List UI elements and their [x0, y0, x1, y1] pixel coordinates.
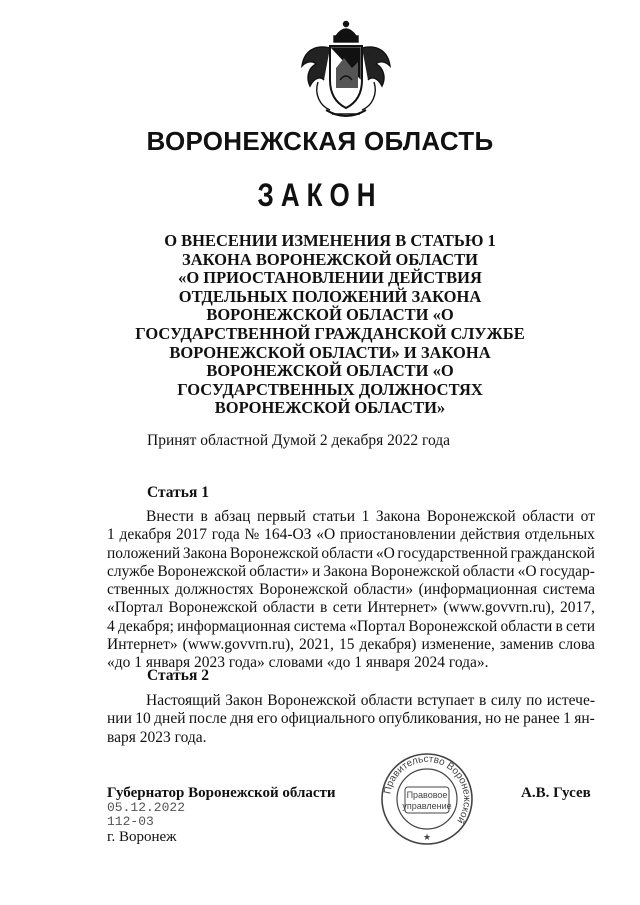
- text-line: Интернет» (www.govvrn.ru), 2021, 15 декабря) изменение, заменив слова: [107, 636, 595, 654]
- text-line: 1 декабря 2017 года № 164-ОЗ «О приостановлении действия отдельных: [107, 526, 595, 544]
- law-title: [100, 232, 560, 418]
- text-line: 4 декабря; информационная система «Портал Воронежской области в сети: [107, 617, 595, 635]
- stamp-inner-text-2: управление: [402, 801, 452, 811]
- article-2-text: [107, 692, 595, 747]
- law-title-line: ГОСУДАРСТВЕННЫХ ДОЛЖНОСТЯХ: [177, 379, 483, 399]
- text-line: службе Воронежской области» и Закона Воронежской области «О государ-: [107, 562, 595, 580]
- signing-date: 05.12.2022: [107, 800, 186, 815]
- stamp-inner-text-1: Правовое: [406, 790, 448, 800]
- article-2-heading: Статья 2: [147, 667, 209, 684]
- text-line: «до 1 января 2023 года» словами «до 1 января 2024 года».: [107, 654, 489, 672]
- document-type-heading: ЗАКОН: [257, 176, 383, 214]
- text-line: варя 2023 года.: [107, 728, 207, 746]
- stamp-outer-text: Правительство Воронежской: [382, 753, 473, 826]
- text-line: «Портал Воронежской области в сети Интернет» (www.govvrn.ru), 2017,: [107, 599, 595, 617]
- law-title-line: ВОРОНЕЖСКОЙ ОБЛАСТИ»: [214, 398, 446, 418]
- law-title-line: ВОРОНЕЖСКОЙ ОБЛАСТИ» И ЗАКОНА: [169, 342, 491, 362]
- coat-of-arms-icon: [296, 18, 396, 124]
- signer-position: Губернатор Воронежской области: [107, 785, 336, 801]
- article-1-text: [107, 508, 595, 673]
- adoption-note: Принят областной Думой 2 декабря 2022 года: [147, 432, 451, 449]
- text-line: положений Закона Воронежской области «О государственной гражданской: [107, 544, 595, 562]
- law-number: 112-03: [107, 814, 154, 829]
- text-line: нии 10 дней после дня его официального опубликования, но не ранее 1 ян-: [107, 710, 595, 728]
- law-title-line: О ВНЕСЕНИИ ИЗМЕНЕНИЯ В СТАТЬЮ 1: [164, 231, 496, 250]
- text-line: Внести в абзац первый статьи 1 Закона Воронежской области от: [146, 508, 595, 525]
- law-title-line: ВОРОНЕЖСКОЙ ОБЛАСТИ «О: [206, 305, 454, 325]
- signer-name: А.В. Гусев: [521, 785, 591, 801]
- legal-department-stamp: [379, 751, 475, 847]
- law-title-line: ВОРОНЕЖСКОЙ ОБЛАСТИ «О: [206, 361, 454, 381]
- star-icon: ★: [422, 832, 432, 842]
- law-title-line: ГОСУДАРСТВЕННОЙ ГРАЖДАНСКОЙ СЛУЖБЕ: [135, 323, 525, 343]
- law-title-line: «О ПРИОСТАНОВЛЕНИИ ДЕЙСТВИЯ: [178, 268, 482, 288]
- signing-city: г. Воронеж: [107, 829, 177, 845]
- text-line: ственных должностях Воронежской области» (информационная система: [107, 581, 595, 599]
- region-heading: ВОРОНЕЖСКАЯ ОБЛАСТЬ: [146, 126, 494, 156]
- law-title-line: ОТДЕЛЬНЫХ ПОЛОЖЕНИЙ ЗАКОНА: [178, 286, 482, 306]
- text-line: Настоящий Закон Воронежской области вступает в силу по истече-: [146, 692, 595, 709]
- law-title-line: ЗАКОНА ВОРОНЕЖСКОЙ ОБЛАСТИ: [181, 249, 479, 269]
- article-1-heading: Статья 1: [147, 484, 209, 501]
